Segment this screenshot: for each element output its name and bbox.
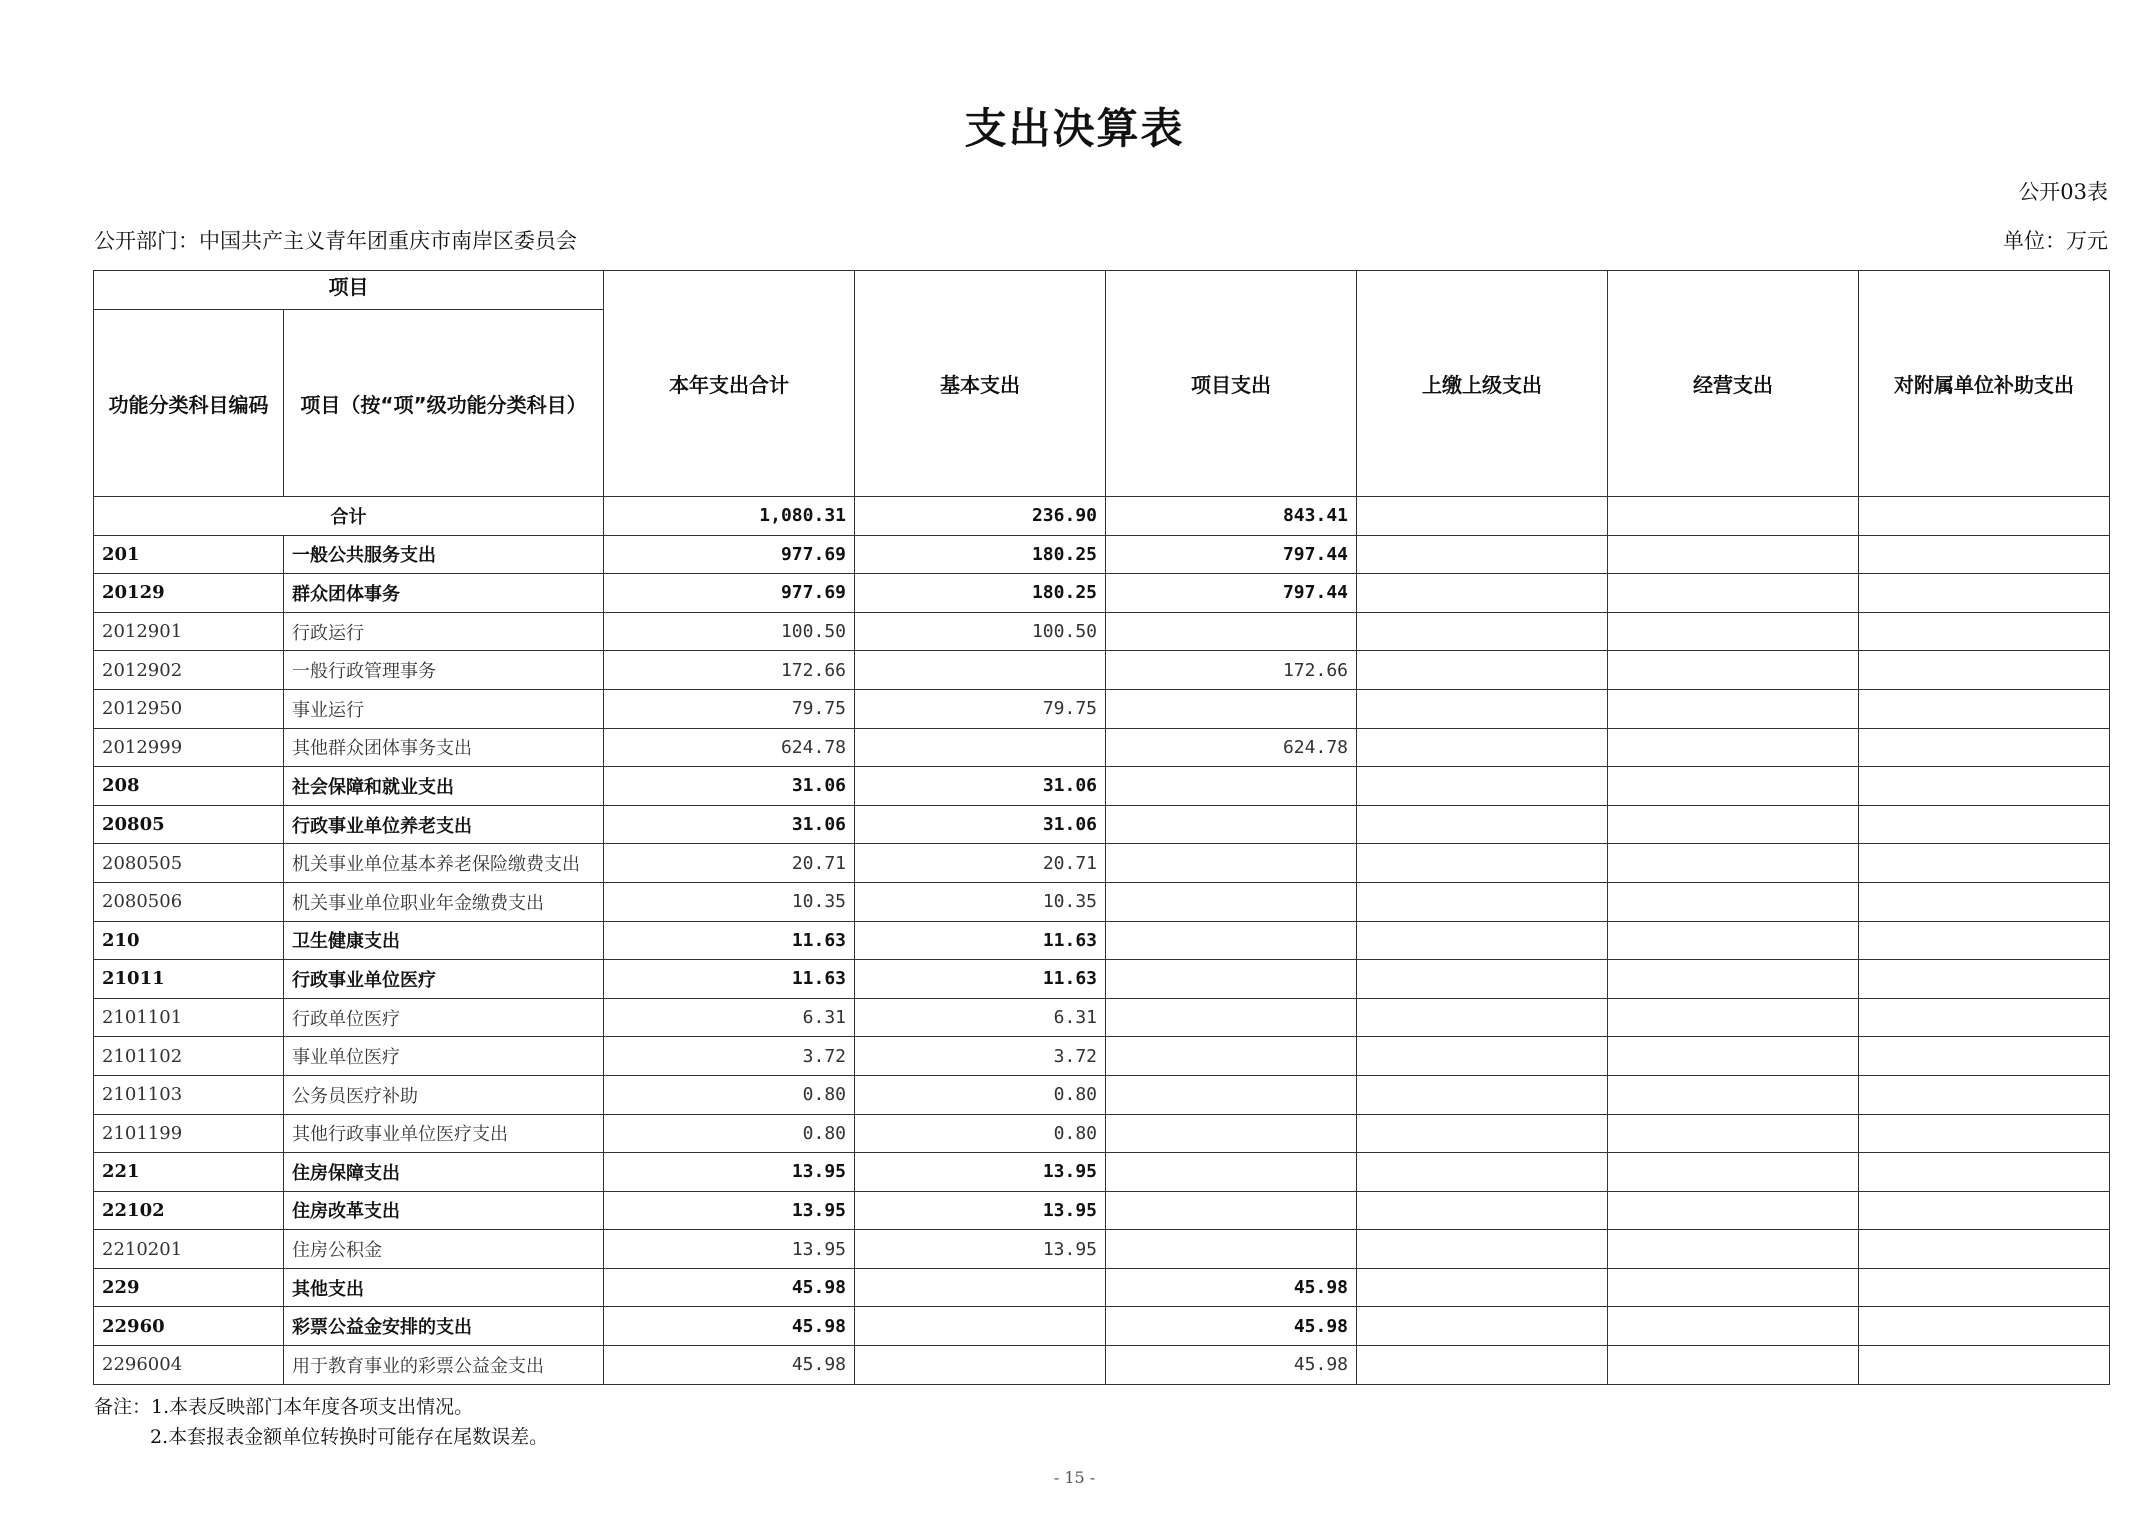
row-name: 公务员医疗补助 — [284, 1075, 604, 1114]
row-basic: 13.95 — [855, 1191, 1106, 1230]
row-code: 2080505 — [94, 844, 284, 883]
row-name: 彩票公益金安排的支出 — [284, 1307, 604, 1346]
header-code: 功能分类科目编码 — [94, 310, 284, 497]
row-upper — [1357, 1037, 1608, 1076]
row-name: 卫生健康支出 — [284, 921, 604, 960]
note-1: 备注：1.本表反映部门本年度各项支出情况。 — [94, 1396, 474, 1418]
table-row — [94, 728, 2110, 767]
row-name: 一般行政管理事务 — [284, 651, 604, 690]
row-basic: 0.80 — [855, 1075, 1106, 1114]
row-code: 2012950 — [94, 689, 284, 728]
row-project — [1106, 1114, 1357, 1153]
row-code: 2012901 — [94, 612, 284, 651]
row-project — [1106, 689, 1357, 728]
row-business — [1608, 1230, 1859, 1269]
form-number: 公开03表 — [2018, 180, 2108, 204]
department-label: 公开部门：中国共产主义青年团重庆市南岸区委员会 — [94, 229, 577, 253]
row-code: 2210201 — [94, 1230, 284, 1269]
row-business — [1608, 728, 1859, 767]
row-name: 机关事业单位基本养老保险缴费支出 — [284, 844, 604, 883]
table-row — [94, 960, 2110, 999]
row-upper — [1357, 960, 1608, 999]
row-upper — [1357, 1307, 1608, 1346]
table-row — [94, 689, 2110, 728]
row-basic: 6.31 — [855, 998, 1106, 1037]
total-basic: 236.90 — [855, 497, 1106, 536]
row-code: 208 — [94, 767, 284, 806]
row-basic: 3.72 — [855, 1037, 1106, 1076]
row-code: 229 — [94, 1268, 284, 1307]
row-name: 群众团体事务 — [284, 574, 604, 613]
row-code: 2012902 — [94, 651, 284, 690]
row-total: 100.50 — [604, 612, 855, 651]
row-project: 45.98 — [1106, 1307, 1357, 1346]
row-name: 行政单位医疗 — [284, 998, 604, 1037]
row-business — [1608, 1307, 1859, 1346]
row-basic: 100.50 — [855, 612, 1106, 651]
row-subsidy — [1859, 1230, 2110, 1269]
row-name: 住房公积金 — [284, 1230, 604, 1269]
row-project — [1106, 844, 1357, 883]
row-basic — [855, 1268, 1106, 1307]
row-project — [1106, 1037, 1357, 1076]
expenditure-table — [93, 270, 2110, 1385]
row-name: 行政事业单位医疗 — [284, 960, 604, 999]
row-business — [1608, 612, 1859, 651]
table-row — [94, 1268, 2110, 1307]
header-basic: 基本支出 — [855, 271, 1106, 497]
row-basic: 180.25 — [855, 574, 1106, 613]
row-upper — [1357, 1075, 1608, 1114]
row-upper — [1357, 1191, 1608, 1230]
row-upper — [1357, 1153, 1608, 1192]
row-basic: 13.95 — [855, 1153, 1106, 1192]
header-business: 经营支出 — [1608, 271, 1859, 497]
row-subsidy — [1859, 574, 2110, 613]
row-name: 社会保障和就业支出 — [284, 767, 604, 806]
header-name: 项目（按“项”级功能分类科目） — [284, 310, 604, 497]
notes — [94, 1392, 548, 1452]
row-total: 3.72 — [604, 1037, 855, 1076]
row-upper — [1357, 535, 1608, 574]
table-row — [94, 1037, 2110, 1076]
table-row — [94, 882, 2110, 921]
row-basic: 13.95 — [855, 1230, 1106, 1269]
row-project — [1106, 1153, 1357, 1192]
row-upper — [1357, 1230, 1608, 1269]
row-upper — [1357, 844, 1608, 883]
row-business — [1608, 921, 1859, 960]
row-business — [1608, 535, 1859, 574]
table-row — [94, 1075, 2110, 1114]
row-basic: 31.06 — [855, 805, 1106, 844]
row-business — [1608, 1037, 1859, 1076]
row-code: 20129 — [94, 574, 284, 613]
row-subsidy — [1859, 1114, 2110, 1153]
total-row — [94, 497, 2110, 536]
table-row — [94, 574, 2110, 613]
row-subsidy — [1859, 689, 2110, 728]
row-business — [1608, 1075, 1859, 1114]
total-label: 合计 — [94, 497, 604, 536]
row-subsidy — [1859, 1268, 2110, 1307]
row-business — [1608, 960, 1859, 999]
row-upper — [1357, 882, 1608, 921]
row-upper — [1357, 921, 1608, 960]
row-total: 0.80 — [604, 1114, 855, 1153]
total-business — [1608, 497, 1859, 536]
row-basic: 31.06 — [855, 767, 1106, 806]
table-row — [94, 612, 2110, 651]
row-code: 2101199 — [94, 1114, 284, 1153]
row-upper — [1357, 612, 1608, 651]
row-basic: 11.63 — [855, 960, 1106, 999]
row-name: 其他行政事业单位医疗支出 — [284, 1114, 604, 1153]
row-name: 机关事业单位职业年金缴费支出 — [284, 882, 604, 921]
table-row — [94, 1153, 2110, 1192]
row-business — [1608, 574, 1859, 613]
row-business — [1608, 882, 1859, 921]
row-basic: 180.25 — [855, 535, 1106, 574]
table-row — [94, 535, 2110, 574]
row-name: 行政运行 — [284, 612, 604, 651]
row-code: 210 — [94, 921, 284, 960]
row-name: 行政事业单位养老支出 — [284, 805, 604, 844]
row-total: 13.95 — [604, 1191, 855, 1230]
row-basic — [855, 1307, 1106, 1346]
table-row — [94, 651, 2110, 690]
row-total: 20.71 — [604, 844, 855, 883]
row-upper — [1357, 689, 1608, 728]
header-project-expenditure: 项目支出 — [1106, 271, 1357, 497]
row-subsidy — [1859, 1346, 2110, 1385]
row-total: 45.98 — [604, 1346, 855, 1385]
row-project — [1106, 960, 1357, 999]
row-upper — [1357, 1114, 1608, 1153]
row-upper — [1357, 728, 1608, 767]
row-total: 977.69 — [604, 535, 855, 574]
row-code: 20805 — [94, 805, 284, 844]
row-basic — [855, 728, 1106, 767]
row-project: 797.44 — [1106, 535, 1357, 574]
row-project — [1106, 612, 1357, 651]
row-project: 45.98 — [1106, 1346, 1357, 1385]
row-code: 2101101 — [94, 998, 284, 1037]
table-row — [94, 805, 2110, 844]
unit-label: 单位：万元 — [2003, 229, 2108, 253]
row-code: 2080506 — [94, 882, 284, 921]
note-2: 2.本套报表金额单位转换时可能存在尾数误差。 — [150, 1426, 549, 1448]
row-upper — [1357, 998, 1608, 1037]
row-project — [1106, 767, 1357, 806]
row-subsidy — [1859, 612, 2110, 651]
row-basic: 10.35 — [855, 882, 1106, 921]
row-total: 0.80 — [604, 1075, 855, 1114]
table-row — [94, 1346, 2110, 1385]
row-code: 21011 — [94, 960, 284, 999]
row-project — [1106, 1075, 1357, 1114]
row-subsidy — [1859, 651, 2110, 690]
row-business — [1608, 1268, 1859, 1307]
row-code: 221 — [94, 1153, 284, 1192]
header-total: 本年支出合计 — [604, 271, 855, 497]
row-business — [1608, 651, 1859, 690]
table-row — [94, 844, 2110, 883]
row-business — [1608, 998, 1859, 1037]
row-project — [1106, 1191, 1357, 1230]
total-subsidy — [1859, 497, 2110, 536]
row-business — [1608, 1114, 1859, 1153]
table-row — [94, 1307, 2110, 1346]
page-number: - 15 - — [1053, 1468, 1096, 1487]
row-total: 172.66 — [604, 651, 855, 690]
row-upper — [1357, 767, 1608, 806]
row-business — [1608, 805, 1859, 844]
row-subsidy — [1859, 767, 2110, 806]
row-upper — [1357, 574, 1608, 613]
row-subsidy — [1859, 1191, 2110, 1230]
row-subsidy — [1859, 1075, 2110, 1114]
row-business — [1608, 1346, 1859, 1385]
row-code: 22960 — [94, 1307, 284, 1346]
row-name: 事业单位医疗 — [284, 1037, 604, 1076]
row-business — [1608, 844, 1859, 883]
row-subsidy — [1859, 1153, 2110, 1192]
row-basic: 20.71 — [855, 844, 1106, 883]
row-total: 79.75 — [604, 689, 855, 728]
row-project: 797.44 — [1106, 574, 1357, 613]
row-total: 31.06 — [604, 805, 855, 844]
row-upper — [1357, 805, 1608, 844]
row-total: 977.69 — [604, 574, 855, 613]
row-subsidy — [1859, 882, 2110, 921]
row-subsidy — [1859, 1037, 2110, 1076]
row-subsidy — [1859, 998, 2110, 1037]
row-total: 45.98 — [604, 1268, 855, 1307]
row-upper — [1357, 1346, 1608, 1385]
row-total: 45.98 — [604, 1307, 855, 1346]
row-code: 2101103 — [94, 1075, 284, 1114]
row-name: 一般公共服务支出 — [284, 535, 604, 574]
row-upper — [1357, 651, 1608, 690]
total-upper — [1357, 497, 1608, 536]
row-total: 13.95 — [604, 1153, 855, 1192]
total-project: 843.41 — [1106, 497, 1357, 536]
header-project: 项目 — [94, 271, 604, 310]
row-code: 201 — [94, 535, 284, 574]
row-project: 172.66 — [1106, 651, 1357, 690]
row-business — [1608, 1153, 1859, 1192]
row-total: 624.78 — [604, 728, 855, 767]
row-subsidy — [1859, 1307, 2110, 1346]
row-project — [1106, 921, 1357, 960]
row-name: 其他支出 — [284, 1268, 604, 1307]
header-subsidy: 对附属单位补助支出 — [1859, 271, 2110, 497]
row-basic: 11.63 — [855, 921, 1106, 960]
row-business — [1608, 1191, 1859, 1230]
table-row — [94, 767, 2110, 806]
row-subsidy — [1859, 535, 2110, 574]
row-project — [1106, 882, 1357, 921]
row-basic: 79.75 — [855, 689, 1106, 728]
row-project — [1106, 998, 1357, 1037]
row-subsidy — [1859, 805, 2110, 844]
row-code: 2296004 — [94, 1346, 284, 1385]
row-project — [1106, 1230, 1357, 1269]
table-row — [94, 998, 2110, 1037]
row-name: 事业运行 — [284, 689, 604, 728]
row-name: 住房保障支出 — [284, 1153, 604, 1192]
table-row — [94, 921, 2110, 960]
row-subsidy — [1859, 844, 2110, 883]
row-project: 624.78 — [1106, 728, 1357, 767]
row-business — [1608, 689, 1859, 728]
row-total: 10.35 — [604, 882, 855, 921]
row-basic: 0.80 — [855, 1114, 1106, 1153]
row-total: 11.63 — [604, 960, 855, 999]
page-title: 支出决算表 — [964, 104, 1185, 153]
row-subsidy — [1859, 960, 2110, 999]
row-project: 45.98 — [1106, 1268, 1357, 1307]
header-upper: 上缴上级支出 — [1357, 271, 1608, 497]
row-basic — [855, 651, 1106, 690]
row-name: 其他群众团体事务支出 — [284, 728, 604, 767]
row-name: 用于教育事业的彩票公益金支出 — [284, 1346, 604, 1385]
row-total: 6.31 — [604, 998, 855, 1037]
total-amount: 1,080.31 — [604, 497, 855, 536]
row-code: 2012999 — [94, 728, 284, 767]
table-row — [94, 1191, 2110, 1230]
row-basic — [855, 1346, 1106, 1385]
row-subsidy — [1859, 728, 2110, 767]
row-total: 13.95 — [604, 1230, 855, 1269]
row-subsidy — [1859, 921, 2110, 960]
row-name: 住房改革支出 — [284, 1191, 604, 1230]
row-business — [1608, 767, 1859, 806]
table-row — [94, 1230, 2110, 1269]
table-row — [94, 1114, 2110, 1153]
row-upper — [1357, 1268, 1608, 1307]
row-total: 11.63 — [604, 921, 855, 960]
row-project — [1106, 805, 1357, 844]
row-total: 31.06 — [604, 767, 855, 806]
row-code: 2101102 — [94, 1037, 284, 1076]
row-code: 22102 — [94, 1191, 284, 1230]
